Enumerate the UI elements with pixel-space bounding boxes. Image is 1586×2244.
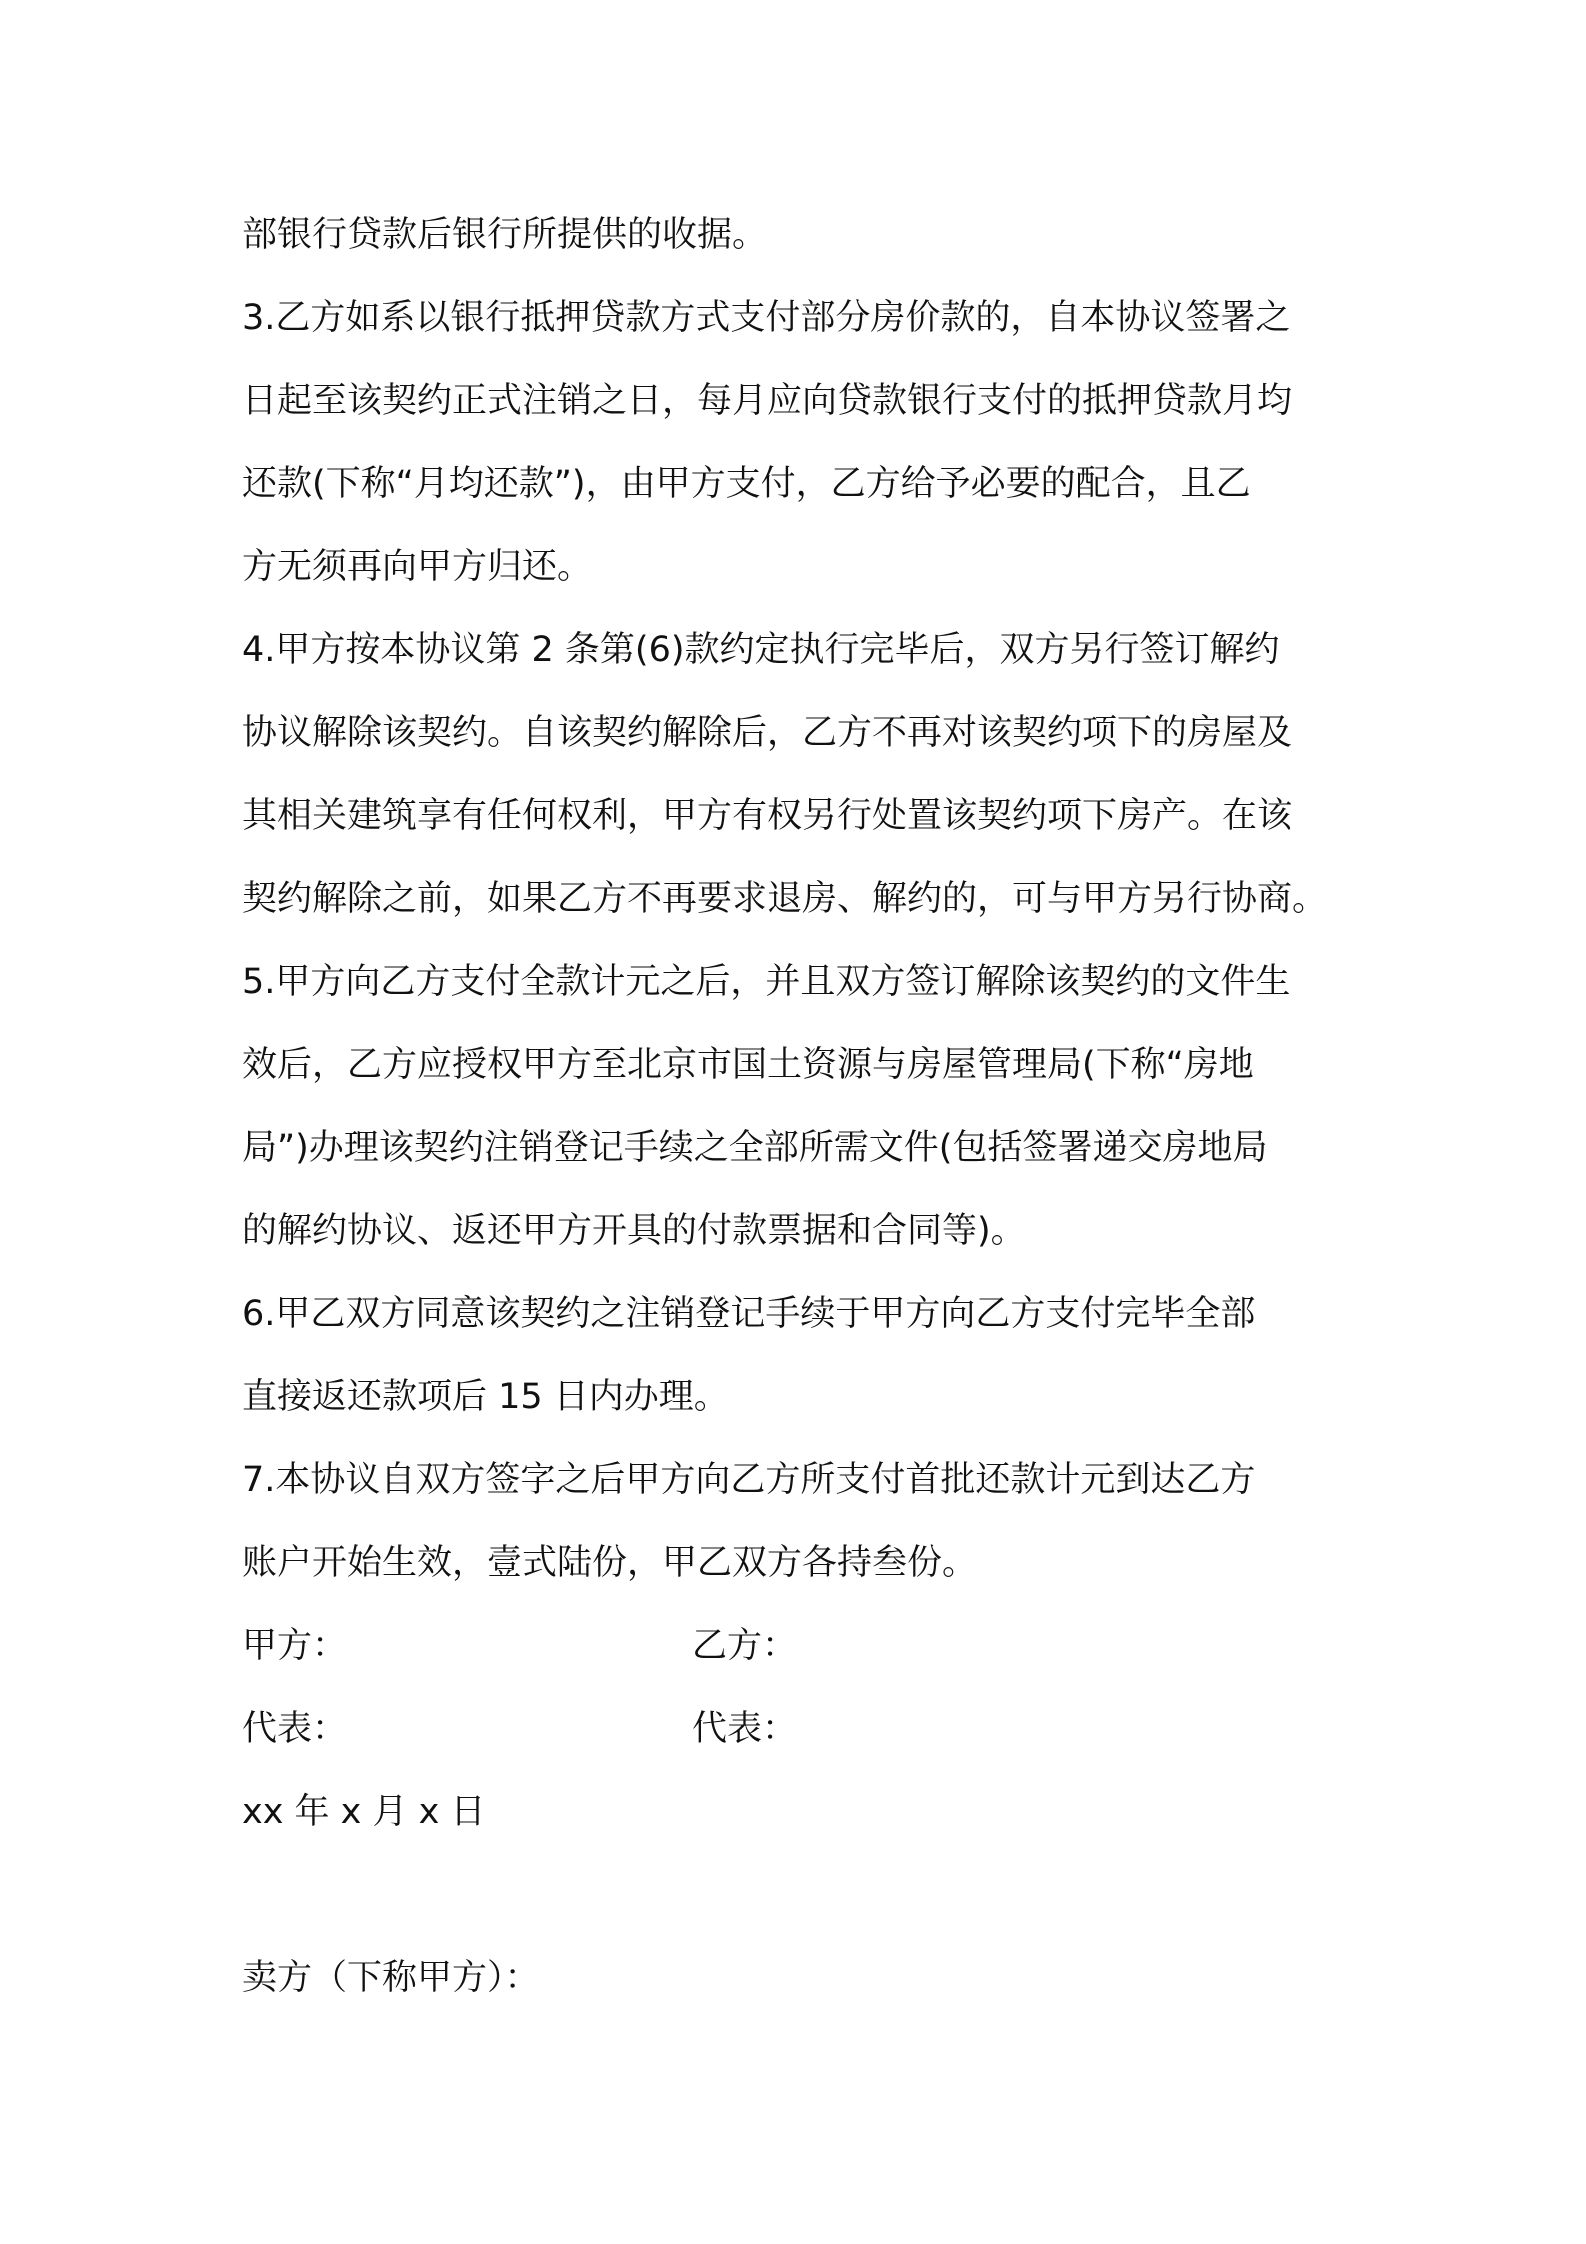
party-b-label: 乙方： [692,1626,798,1666]
text-line: 部银行贷款后银行所提供的收据。 [242,215,768,255]
paragraph-clause-4 [242,609,1362,941]
text-line: 契约解除之前，如果乙方不再要求退房、解约的，可与甲方另行协商。 [242,879,1328,919]
signature-row-representatives [242,1688,1362,1771]
document-body [242,194,1362,2020]
signature-row-parties [242,1605,1362,1688]
paragraph-clause-6 [242,1273,1362,1439]
signing-date: xx 年 x 月 x 日 [242,1792,486,1832]
representative-a-label: 代表： [242,1709,348,1749]
seller-heading: 卖方（下称甲方）： [242,1958,540,1998]
text-line: 5.甲方向乙方支付全款计元之后，并且双方签订解除该契约的文件生 [242,962,1291,1002]
text-line: 还款(下称“月均还款”)，由甲方支付，乙方给予必要的配合，且乙 [242,464,1251,504]
text-line: 方无须再向甲方归还。 [242,547,593,587]
text-line: 账户开始生效，壹式陆份，甲乙双方各持叁份。 [242,1543,978,1583]
paragraph-clause-7 [242,1439,1362,1605]
representative-b-label: 代表： [692,1709,798,1749]
text-line: 4.甲方按本协议第 2 条第(6)款约定执行完毕后，双方另行签订解约 [242,630,1280,670]
text-line: 直接返还款项后 15 日内办理。 [242,1377,729,1417]
text-line: 协议解除该契约。自该契约解除后，乙方不再对该契约项下的房屋及 [242,713,1293,753]
text-line: 日起至该契约正式注销之日，每月应向贷款银行支付的抵押贷款月均 [242,381,1293,421]
text-line: 6.甲乙双方同意该契约之注销登记手续于甲方向乙方支付完毕全部 [242,1294,1256,1334]
text-line: 其相关建筑享有任何权利，甲方有权另行处置该契约项下房产。在该 [242,796,1293,836]
paragraph-clause-5 [242,941,1362,1273]
paragraph-clause-3 [242,277,1362,609]
text-line: 的解约协议、返还甲方开具的付款票据和合同等)。 [242,1211,1026,1251]
paragraph-continuation [242,194,1362,277]
text-line: 7.本协议自双方签字之后甲方向乙方所支付首批还款计元到达乙方 [242,1460,1256,1500]
spacer [242,1854,1362,1937]
text-line: 3.乙方如系以银行抵押贷款方式支付部分房价款的，自本协议签署之 [242,298,1291,338]
party-a-label: 甲方： [242,1626,348,1666]
text-line: 效后，乙方应授权甲方至北京市国土资源与房屋管理局(下称“房地 [242,1045,1254,1085]
text-line: 局”)办理该契约注销登记手续之全部所需文件(包括签署递交房地局 [242,1128,1268,1168]
